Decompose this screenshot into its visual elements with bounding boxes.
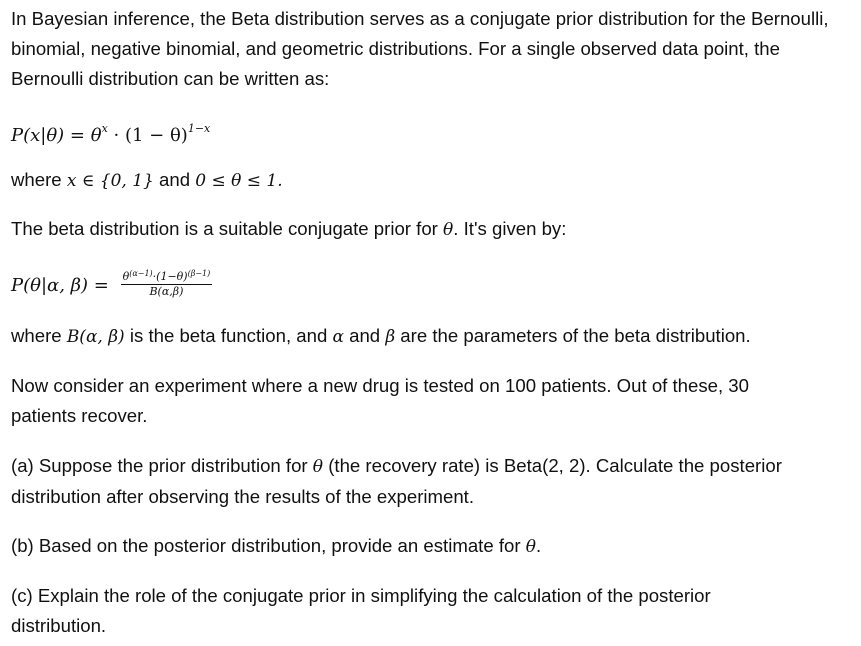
where2-prefix: where <box>11 325 67 346</box>
bernoulli-exp-x: x <box>101 122 108 135</box>
part-b-theta: θ <box>525 537 536 557</box>
beta-intro-suffix: . It's given by: <box>453 218 567 239</box>
beta-num-mid: ·(1−θ) <box>152 270 188 283</box>
where2-beta: β <box>385 327 396 347</box>
where1-and: and <box>153 169 196 190</box>
beta-fraction <box>121 267 213 299</box>
where2-math-B: B(α, β) <box>66 327 125 347</box>
where1-math-x: x ∈ {0, 1} <box>66 171 154 191</box>
part-a-paragraph <box>11 451 849 512</box>
where2-and: and <box>343 325 386 346</box>
where2-suffix: are the parameters of the beta distribution. <box>395 325 751 346</box>
beta-num-exp-a: (α−1) <box>129 269 153 278</box>
where1-prefix: where <box>11 169 67 190</box>
part-c-paragraph: (c) Explain the role of the conjugate prior in simplifying the calculation of the posterior distribution. <box>11 585 711 636</box>
beta-equation <box>11 270 212 302</box>
beta-lhs: P(θ|α, β) = <box>11 275 115 296</box>
part-a-suffix: (the recovery rate) is Beta(2, 2). Calculate the posterior distribution after observing the results of the experiment. <box>11 455 782 507</box>
where1-math-theta: 0 ≤ θ ≤ 1. <box>195 171 283 191</box>
intro-paragraph: In Bayesian inference, the Beta distribution serves as a conjugate prior distribution for the Bernoulli, binomial, negative binomial, and geometric distributions. For a single observed data point, the Bernoulli distribution can be written as: <box>11 8 829 89</box>
experiment-paragraph: Now consider an experiment where a new drug is tested on 100 patients. Out of these, 30 patients recover. <box>11 375 749 426</box>
where-beta-function <box>11 321 849 352</box>
beta-denominator: B(α,β) <box>149 285 184 298</box>
beta-num-exp-b: (β−1) <box>187 269 211 278</box>
bernoulli-equation <box>11 114 210 151</box>
bernoulli-lhs: P(x|θ) = θ <box>11 125 102 146</box>
part-a-theta: θ <box>312 457 324 477</box>
part-b-suffix: . <box>535 535 542 556</box>
bernoulli-middle: · (1 − θ) <box>107 125 188 146</box>
beta-num-theta: θ <box>122 270 130 283</box>
beta-intro-theta: θ <box>443 220 454 240</box>
part-b-prefix: (b) Based on the posterior distribution, provide an estimate for <box>11 535 526 556</box>
bernoulli-exp-1mx: 1−x <box>187 122 211 135</box>
where-x-theta <box>11 165 849 196</box>
beta-intro-paragraph <box>11 214 849 245</box>
part-a-prefix: (a) Suppose the prior distribution for <box>11 455 313 476</box>
where2-alpha: α <box>332 327 344 347</box>
where2-mid: is the beta function, and <box>124 325 333 346</box>
beta-intro-prefix: The beta distribution is a suitable conjugate prior for <box>11 218 444 239</box>
beta-numerator <box>121 267 213 285</box>
part-b-paragraph <box>11 531 849 562</box>
